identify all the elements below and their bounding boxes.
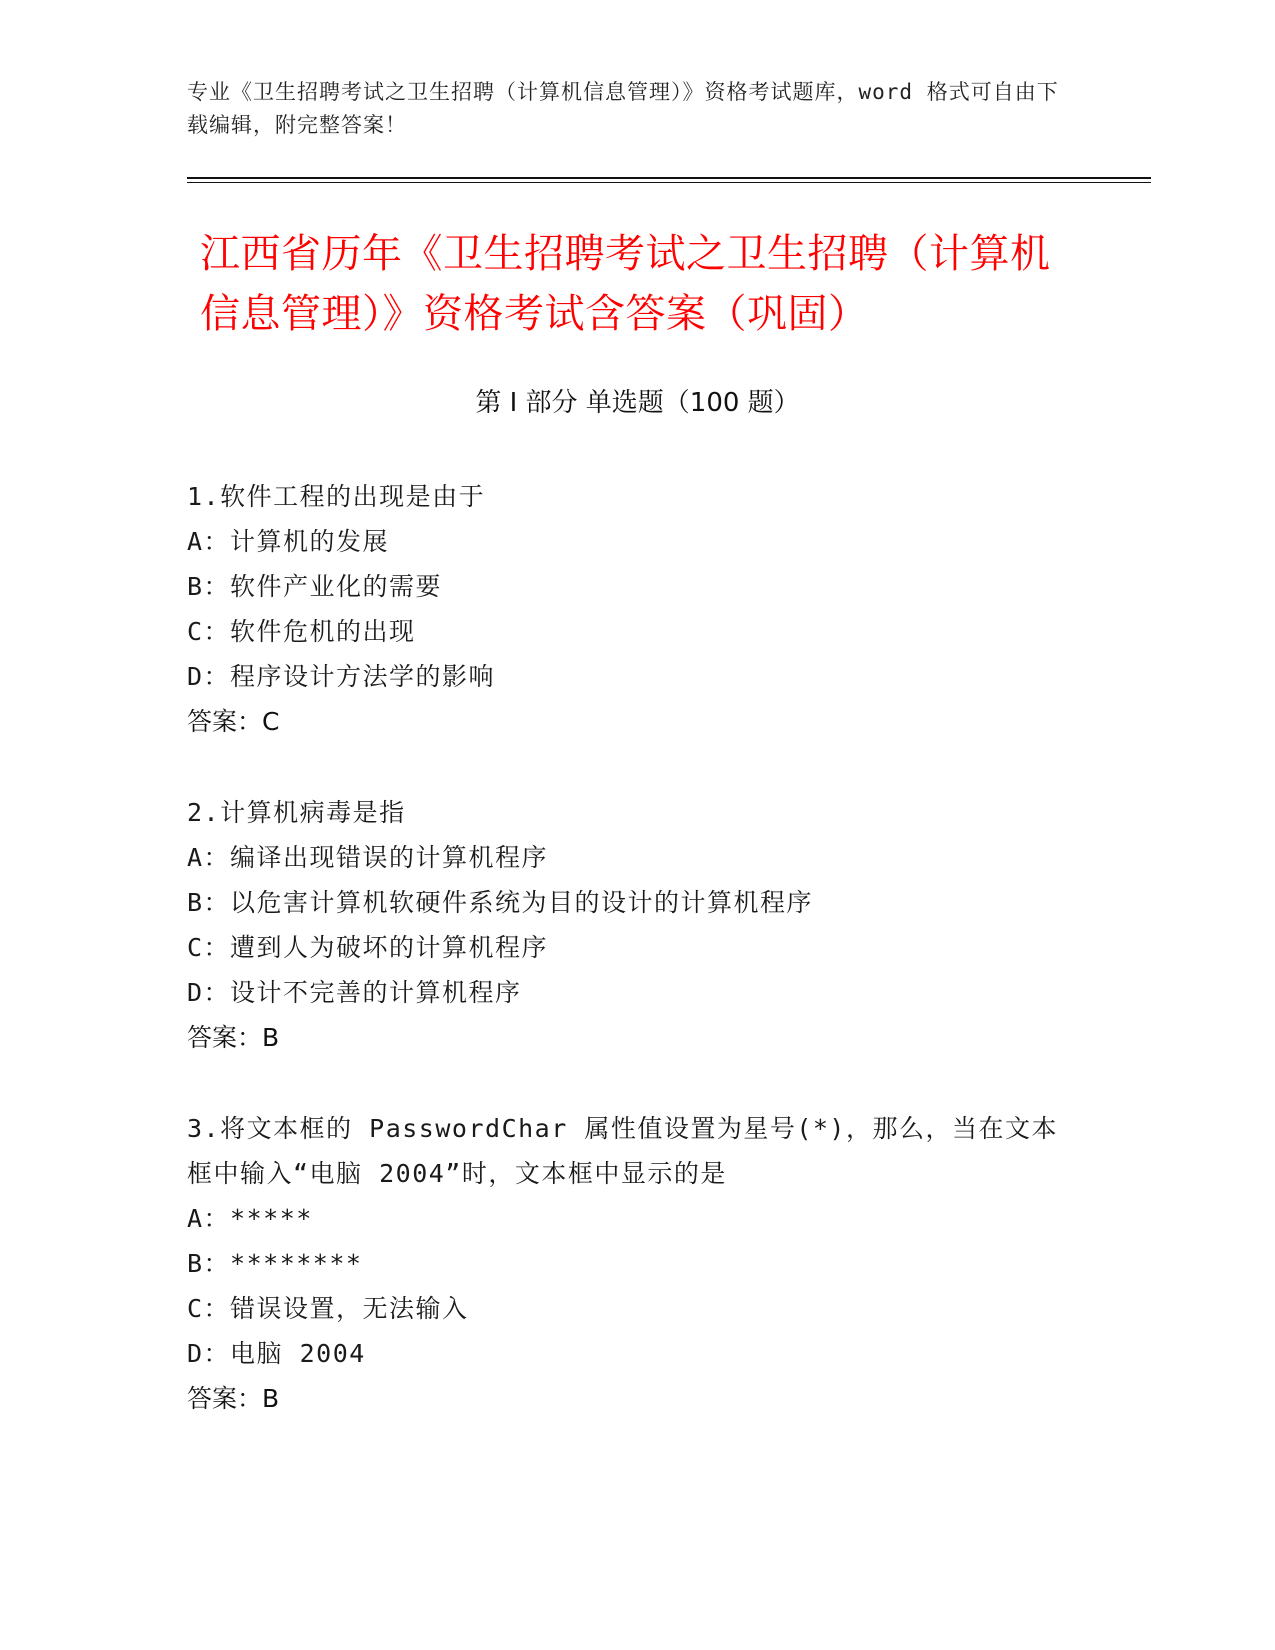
answer-line: 答案：B xyxy=(187,1384,280,1413)
question-3 xyxy=(187,1106,1067,1421)
option-d: D：程序设计方法学的影响 xyxy=(187,662,496,691)
option-a: A：***** xyxy=(187,1204,313,1233)
option-a: A：计算机的发展 xyxy=(187,527,390,556)
question-stem: 1.软件工程的出现是由于 xyxy=(187,482,486,511)
option-c: C：软件危机的出现 xyxy=(187,617,416,646)
option-b: B：软件产业化的需要 xyxy=(187,572,443,601)
section-title: 第 I 部分 单选题（100 题） xyxy=(475,388,800,418)
question-stem: 3.将文本框的 PasswordChar 属性值设置为星号(*)，那么，当在文本框中输入“电脑 2004”时，文本框中显示的是 xyxy=(187,1114,1058,1188)
option-d: D：设计不完善的计算机程序 xyxy=(187,978,522,1007)
header-divider xyxy=(187,177,1151,179)
option-b: B：******** xyxy=(187,1249,363,1278)
header-divider-thin xyxy=(187,182,1151,183)
question-1 xyxy=(187,474,1067,744)
option-c: C：遭到人为破坏的计算机程序 xyxy=(187,933,549,962)
option-b: B：以危害计算机软硬件系统为目的设计的计算机程序 xyxy=(187,888,814,917)
option-c: C：错误设置，无法输入 xyxy=(187,1294,469,1323)
answer-line: 答案：C xyxy=(187,707,280,736)
option-d: D：电脑 2004 xyxy=(187,1339,366,1368)
question-list xyxy=(187,474,1067,1467)
answer-line: 答案：B xyxy=(187,1023,280,1052)
question-2 xyxy=(187,790,1067,1060)
header-note: 专业《卫生招聘考试之卫生招聘（计算机信息管理）》资格考试题库，word 格式可自由下载编辑，附完整答案！ xyxy=(187,80,1059,137)
document-title: 江西省历年《卫生招聘考试之卫生招聘（计算机信息管理）》资格考试含答案（巩固） xyxy=(200,231,1051,337)
question-stem: 2.计算机病毒是指 xyxy=(187,798,406,827)
option-a: A：编译出现错误的计算机程序 xyxy=(187,843,549,872)
